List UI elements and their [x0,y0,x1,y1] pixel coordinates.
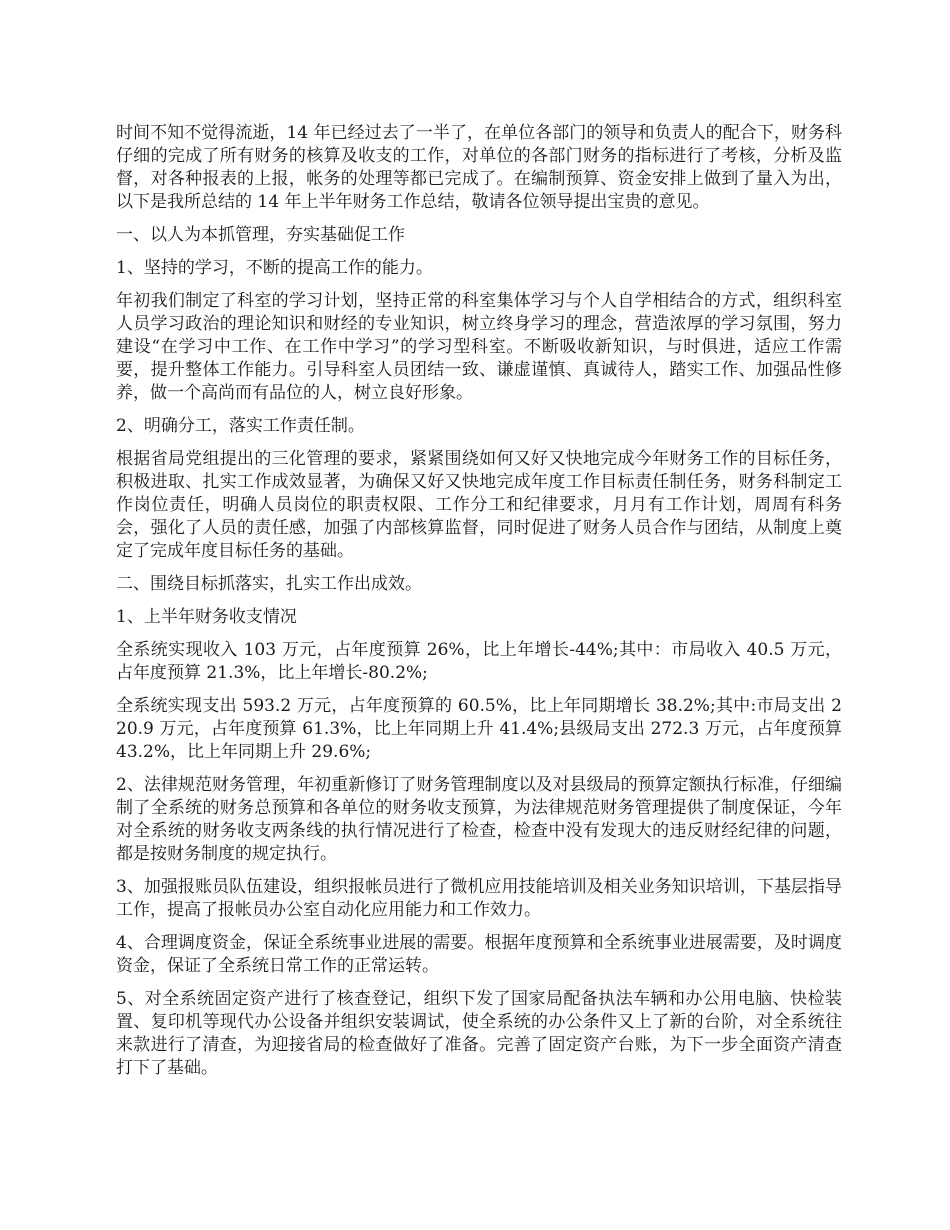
body-paragraph: 全系统实现支出 593.2 万元，占年度预算的 60.5%，比上年同期增长 38.2%;其中:市局支出 220.9 万元，占年度预算 61.3%，比上年同期上升 41.4%;县级局支出 272.3 万元，占年度预算 43.2%，比上年同期上升 29.6%; [116,696,842,762]
body-paragraph: 3、加强报账员队伍建设，组织报帐员进行了微机应用技能培训及相关业务知识培训，下基层指导工作，提高了报帐员办公室自动化应用能力和工作效力。 [116,877,842,920]
body-paragraph: 全系统实现收入 103 万元，占年度预算 26%，比上年增长-44%;其中：市局收入 40.5 万元，占年度预算 21.3%，比上年增长-80.2%; [116,640,842,683]
body-paragraph: 根据省局党组提出的三化管理的要求，紧紧围绕如何又好又快地完成今年财务工作的目标任务，积极进取、扎实工作成效显著，为确保又好又快地完成年度工作目标责任制任务，财务科制定工作岗位责任，明确人员岗位的职责权限、工作分工和纪律要求，月月有工作计划，周周有科务会，强化了人员的责任感，加强了内部核算监督，同时促进了财务人员合作与团结，从制度上奠定了完成年度目标任务的基础。 [116,449,842,561]
body-paragraph: 2、法律规范财务管理，年初重新修订了财务管理制度以及对县级局的预算定额执行标准，仔细编制了全系统的财务总预算和各单位的财务收支预算，为法律规范财务管理提供了制度保证，今年对全系统的财务收支两条线的执行情况进行了检查，检查中没有发现大的违反财经纪律的问题，都是按财务制度的规定执行。 [116,775,842,864]
body-paragraph: 4、合理调度资金，保证全系统事业进展的需要。根据年度预算和全系统事业进展需要，及时调度资金，保证了全系统日常工作的正常运转。 [116,933,842,976]
body-paragraph: 5、对全系统固定资产进行了核查登记，组织下发了国家局配备执法车辆和办公用电脑、快检装置、复印机等现代办公设备并组织安装调试，使全系统的办公条件又上了新的台阶，对全系统往来款进行了清查，为迎接省局的检查做好了准备。完善了固定资产台账，为下一步全面资产清查打下了基础。 [116,989,842,1078]
section-heading-1: 一、以人为本抓管理，夯实基础促工作 [116,225,405,245]
section-heading-2: 二、围绕目标抓落实，扎实工作出成效。 [116,574,422,594]
document-page [116,122,842,1090]
intro-paragraph: 时间不知不觉得流逝，14 年已经过去了一半了，在单位各部门的领导和负责人的配合下，财务科仔细的完成了所有财务的核算及收支的工作，对单位的各部门财务的指标进行了考核，分析及监督，对各种报表的上报，帐务的处理等都已完成了。在编制预算、资金安排上做到了量入为出，以下是我所总结的 14 年上半年财务工作总结，敬请各位领导提出宝贵的意见。 [116,123,842,212]
body-paragraph: 年初我们制定了科室的学习计划，坚持正常的科室集体学习与个人自学相结合的方式，组织科室人员学习政治的理论知识和财经的专业知识，树立终身学习的理念，营造浓厚的学习氛围，努力建设“在学习中工作、在工作中学习”的学习型科室。不断吸收新知识，与时俱进，适应工作需要，提升整体工作能力。引导科室人员团结一致、谦虚谨慎、真诚待人，踏实工作、加强品性修养，做一个高尚而有品位的人，树立良好形象。 [116,291,842,403]
subheading-1-2: 2、明确分工，落实工作责任制。 [116,416,365,436]
subheading-2-1: 1、上半年财务收支情况 [116,607,297,627]
subheading-1-1: 1、坚持的学习，不断的提高工作的能力。 [116,258,433,278]
